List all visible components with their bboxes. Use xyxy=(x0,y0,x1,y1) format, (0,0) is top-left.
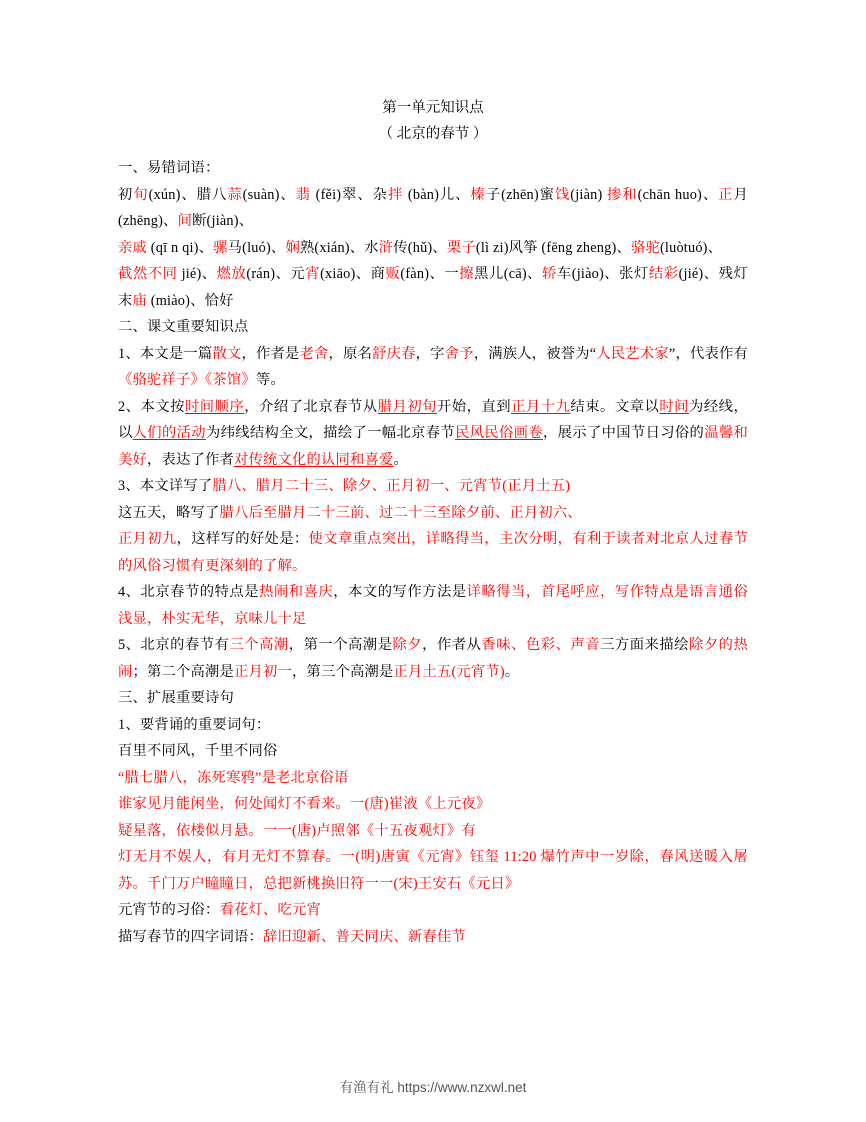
t: 3、本文详写了 xyxy=(118,478,213,494)
t: jié)、 xyxy=(177,266,217,282)
t: 栗子 xyxy=(446,239,476,256)
t: 。 xyxy=(504,663,520,680)
knowledge-point-3-cont-2 xyxy=(118,526,748,579)
section-1-heading: 一、易错词语： xyxy=(118,160,220,176)
t: 正月初一 xyxy=(233,663,292,680)
t: (xiāo)、商 xyxy=(320,266,386,282)
t: 看花灯、吃元宵 xyxy=(219,902,321,918)
t: (chān huo)、 xyxy=(637,186,719,203)
section-3-heading: 三、扩展重要诗句 xyxy=(118,690,234,706)
t: 开始，直到 xyxy=(436,398,512,415)
t: (jié)、残灯末 xyxy=(118,266,748,309)
t: (xún)、腊八 xyxy=(148,186,228,203)
t: 4、北京春节的特点是 xyxy=(118,584,260,600)
t: 为经线，以 xyxy=(118,398,748,441)
t: 亲戚 xyxy=(118,239,147,256)
section-2-heading: 二、课文重要知识点 xyxy=(118,319,249,335)
t: 黑儿(cā)、 xyxy=(474,266,543,282)
t: ，这样写的好处是： xyxy=(176,531,309,547)
t: 燃放 xyxy=(216,266,247,282)
easy-error-words-line-3 xyxy=(118,261,748,314)
t: 正月土五(元宵节) xyxy=(393,663,505,680)
t: 时间顺序 xyxy=(184,398,245,415)
t: ，第三个高潮是 xyxy=(291,663,394,680)
t: 结束。文章以 xyxy=(570,398,660,415)
t: 除夕的热闹 xyxy=(118,637,748,680)
t: 车(jiào)、张灯 xyxy=(556,266,649,282)
t: 这五天，略写了 xyxy=(118,504,220,521)
t: 使文章重点突出，详略得当，主次分明，有利于读者对北京人过春节的风俗习惯有更深刻的了解。 xyxy=(118,531,748,574)
spring-festival-idioms xyxy=(118,924,748,951)
knowledge-point-1 xyxy=(118,341,748,394)
easy-error-words-line-2 xyxy=(118,235,748,262)
proverb-line-1: 百里不同风，千里不同俗 xyxy=(118,743,278,759)
t: 轿 xyxy=(542,266,557,282)
t: ，作者是 xyxy=(241,345,300,362)
knowledge-point-5 xyxy=(118,632,748,685)
t: 。 xyxy=(393,451,408,468)
t: 等。 xyxy=(255,372,285,388)
t: 擦 xyxy=(459,266,475,282)
t: 蒜 xyxy=(227,186,243,203)
t: 贩 xyxy=(385,266,401,282)
t: 掺和 xyxy=(602,186,638,203)
t: 民风民俗画卷 xyxy=(455,425,543,441)
t: 骆驼 xyxy=(630,239,660,256)
t: 辞旧迎新、普天同庆、新春佳节 xyxy=(262,928,466,945)
t: ，本文的写作方法是 xyxy=(333,584,467,600)
t: (suàn)、 xyxy=(242,186,296,203)
footer-watermark: 有渔有礼 https://www.nzxwl.net xyxy=(339,1080,527,1095)
t: ；第二个高潮是 xyxy=(132,663,234,680)
t: 结彩 xyxy=(648,266,679,282)
poem-line-3: 灯无月不娱人，有月无灯不算春。一(明)唐寅《元宵》钰玺 11:20 爆竹声中一岁除，春风送暖入屠苏。千门万户瞳瞳日，总把新桃换旧符一一(宋)王安石《元日》 xyxy=(118,849,748,892)
t: 腊八后至腊月二十三前、过二十三至除夕前、正月初六、 xyxy=(219,504,582,521)
easy-error-words-line-1 xyxy=(118,182,748,235)
t: (miào)、恰好 xyxy=(147,292,234,309)
page-title: 第一单元知识点 xyxy=(382,100,484,116)
t: (fěi)翠、杂 xyxy=(311,186,388,203)
t: 浒 xyxy=(378,239,394,256)
t: (jiàn) xyxy=(570,186,603,203)
t: 元宵节的习俗： xyxy=(118,902,220,918)
t: 腊八、腊月二十三、除夕、正月初一、元宵节(正月土五) xyxy=(212,478,571,494)
t: 散文 xyxy=(212,345,242,362)
t: ，满族人，被誉为“ xyxy=(473,345,597,362)
poem-line-1: 谁家见月能闲坐，何处闻灯不看来。一(唐)崔液《上元夜》 xyxy=(118,796,491,812)
t: (fēng zheng)、 xyxy=(537,239,631,256)
t: (rán)、元 xyxy=(246,266,306,282)
t: 截然不同 xyxy=(118,266,178,282)
recite-intro: 1、要背诵的重要词句： xyxy=(118,716,271,733)
t: ，作者从 xyxy=(422,637,482,653)
knowledge-point-4 xyxy=(118,579,748,632)
t: 翡 xyxy=(295,186,312,203)
t: 拌 xyxy=(387,186,404,203)
knowledge-point-3-cont xyxy=(118,500,748,527)
t: 为纬线结构全文，描绘了一幅北京春节 xyxy=(205,425,456,441)
t: 马(luó)、 xyxy=(227,239,286,256)
t: 正月十九 xyxy=(511,398,571,415)
t: 香味、色彩、声音 xyxy=(481,637,601,653)
t: 娴 xyxy=(285,239,300,256)
poem-line-2: 疑星落，依楼似月悬。一一(唐)卢照邻《十五夜观灯》有 xyxy=(118,822,476,839)
t: ，写作特点是语言通俗浅显，朴实无华，京味儿十足 xyxy=(118,584,748,627)
t: 老舍 xyxy=(299,345,329,362)
t: (lì zi)风筝 xyxy=(475,239,538,256)
t: 《骆驼祥子》《茶馆》 xyxy=(118,372,256,388)
t: 传(hǔ)、 xyxy=(393,239,447,256)
t: ，第一个高潮是 xyxy=(288,637,393,653)
t: 除夕 xyxy=(392,637,423,653)
t: 5、北京的春节有 xyxy=(118,637,230,653)
t: 正月初九 xyxy=(118,531,177,547)
t: ，介绍了北京春节从 xyxy=(244,398,378,415)
t: ”，代表作有 xyxy=(668,345,749,362)
t: 温馨和美好 xyxy=(118,425,749,468)
t: (luòtuó)、 xyxy=(659,239,723,256)
page-subtitle: （ 北京的春节 ） xyxy=(378,126,488,142)
t: 腊月初旬 xyxy=(377,398,437,415)
t: 月 (zhēng)、 xyxy=(118,186,748,229)
t: 人民艺术家 xyxy=(596,345,669,362)
t: (qī n qi)、 xyxy=(147,239,214,256)
lantern-festival-customs xyxy=(118,897,748,924)
t: 时间 xyxy=(659,398,690,415)
t: 正 xyxy=(718,186,734,203)
t: 子(zhēn)蜜 xyxy=(485,186,555,203)
t: 旬 xyxy=(133,186,149,203)
t: ，原名 xyxy=(328,345,373,362)
t: 舍予 xyxy=(444,345,474,362)
t: 庙 xyxy=(132,292,147,309)
t: 断(jiàn)、 xyxy=(192,213,254,229)
t: 宵 xyxy=(305,266,321,282)
t: 对传统文化的认同和喜爱 xyxy=(233,451,394,468)
proverb-line-2: “腊七腊八，冻死寒鸦”是老北京俗语 xyxy=(118,769,349,786)
t: (bàn)儿、 xyxy=(403,186,471,203)
t: 热闹和喜庆 xyxy=(259,584,334,600)
t: 详略得当，首尾呼应 xyxy=(466,584,601,600)
t: ，展示了中国节日习俗的 xyxy=(543,425,705,441)
t: ，字 xyxy=(415,345,445,362)
t: 1、本文是一篇 xyxy=(118,345,213,362)
t: 人们的活动 xyxy=(132,425,206,441)
t: (fàn)、一 xyxy=(400,266,460,282)
t: 间 xyxy=(177,213,193,229)
t: 熟(xián)、水 xyxy=(299,239,379,256)
t: 三方面来描绘 xyxy=(600,637,690,653)
knowledge-point-2 xyxy=(118,394,748,474)
t: 2、本文按 xyxy=(118,398,185,415)
t: 描写春节的四字词语： xyxy=(118,928,263,945)
t: 初 xyxy=(118,186,134,203)
t: 饯 xyxy=(554,186,571,203)
knowledge-point-3 xyxy=(118,473,748,500)
t: 三个高潮 xyxy=(229,637,289,653)
t: ，表达了作者 xyxy=(147,451,234,468)
t: 舒庆春 xyxy=(372,345,416,362)
t: 骡 xyxy=(213,239,228,256)
t: 榛 xyxy=(470,186,486,203)
